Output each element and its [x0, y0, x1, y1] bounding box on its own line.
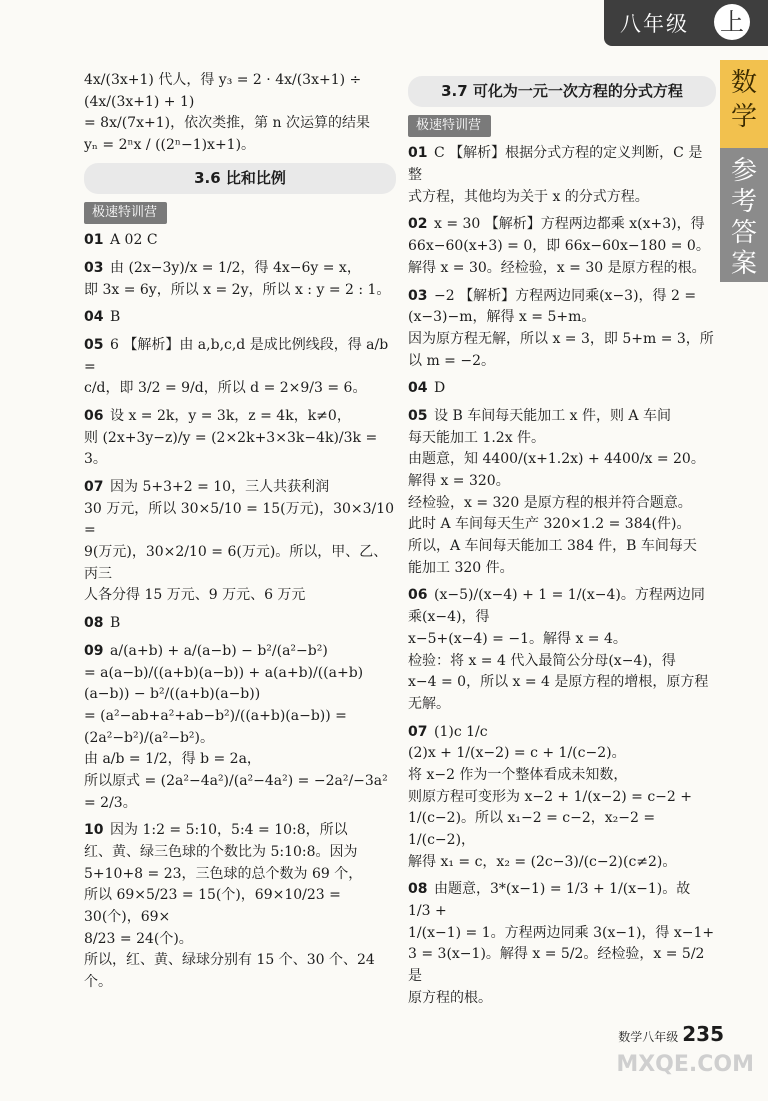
item-text: 将 x−2 作为一个整体看成未知数， — [408, 766, 628, 783]
item-text: (x−3)−m，解得 x = 5+m。 — [408, 309, 596, 326]
training-banner: 极速特训营 — [84, 202, 167, 224]
item-text: 人各分得 15 万元、9 万元、6 万元 — [84, 587, 306, 604]
grade-label: 八年级 — [620, 12, 689, 36]
item-number: 08 — [408, 881, 428, 898]
answer-item — [84, 307, 396, 329]
answers-tab — [720, 148, 768, 282]
item-number: 05 — [84, 336, 104, 353]
answer-item — [84, 820, 396, 994]
answer-item — [84, 258, 396, 301]
item-text: 由 a/b = 1/2，得 b = 2a， — [84, 751, 261, 768]
item-number: 01 — [84, 232, 104, 249]
item-text: 解得 x = 30。经检验，x = 30 是原方程的根。 — [408, 259, 706, 276]
item-text: 经检验，x = 320 是原方程的根并符合题意。 — [408, 494, 692, 511]
item-text: 由 (2x−3y)/x = 1/2，得 4x−6y = x， — [110, 259, 361, 276]
item-text: c/d，即 3/2 = 9/d，所以 d = 2×9/3 = 6。 — [84, 380, 367, 397]
item-text: 8/23 = 24(个)。 — [84, 930, 193, 947]
item-text: 所以，A 车间每天能加工 384 件，B 车间每天 — [408, 538, 697, 555]
answer-item — [84, 406, 396, 471]
item-text: (2)x + 1/(x−2) = c + 1/(c−2)。 — [408, 745, 626, 762]
intro-line: = 8x/(7x+1)，依次类推，第 n 次运算的结果 — [84, 115, 370, 132]
item-number: 10 — [84, 822, 104, 839]
item-text: 则 (2x+3y−z)/y = (2×2k+3×3k−4k)/3k = 3。 — [84, 429, 378, 468]
item-text: B — [110, 309, 121, 326]
answer-item — [84, 230, 396, 252]
grade-tab — [604, 0, 768, 46]
item-number: 07 — [408, 723, 428, 740]
item-number: 03 — [408, 287, 428, 304]
item-text: 此时 A 车间每天生产 320×1.2 = 384(件)。 — [408, 516, 691, 533]
item-text: −2 【解析】方程两边同乘(x−3)，得 2 = — [434, 287, 697, 304]
item-text: 设 B 车间每天能加工 x 件，则 A 车间 — [434, 407, 671, 424]
answer-item — [84, 641, 396, 815]
item-number: 02 — [408, 216, 428, 233]
item-text: 所以 69×5/23 = 15(个)，69×10/23 = 30(个)，69× — [84, 887, 341, 926]
answer-item — [408, 722, 716, 874]
page-number: 235 — [682, 1022, 724, 1046]
item-text: x = 30 【解析】方程两边都乘 x(x+3)，得 — [434, 216, 705, 233]
item-text: 解得 x₁ = c，x₂ = (2c−3)/(c−2)(c≠2)。 — [408, 853, 677, 870]
answer-item — [84, 477, 396, 607]
item-text: 每天能加工 1.2x 件。 — [408, 429, 546, 446]
item-text: 因为 5+3+2 = 10，三人共获利润 — [110, 479, 330, 496]
item-text: x−4 = 0，所以 x = 4 是原方程的增根，原方程 — [408, 674, 709, 691]
item-text: 无解。 — [408, 695, 450, 712]
intro-line: 4x/(3x+1) 代人，得 y₃ = 2 · 4x/(3x+1) ÷ (4x/(3x+1) + 1) — [84, 72, 362, 110]
item-text: 9(万元)，30×2/10 = 6(万元)。所以，甲、乙、丙三 — [84, 544, 388, 582]
item-text: = a(a−b)/((a+b)(a−b)) + a(a+b)/((a+b)(a−b)) − b²/((a+b)(a−b)) — [84, 664, 364, 703]
item-text: 因为 1:2 = 5:10，5:4 = 10:8，所以 — [110, 822, 348, 839]
answer-item — [408, 214, 716, 279]
item-text: 6 【解析】由 a,b,c,d 是成比例线段，得 a/b = — [84, 336, 389, 375]
item-text: 5+10+8 = 23，三色球的总个数为 69 个， — [84, 865, 363, 882]
item-number: 03 — [84, 259, 104, 276]
item-text: 以 m = −2。 — [408, 352, 495, 369]
answer-item — [408, 143, 716, 208]
item-text: x−5+(x−4) = −1。解得 x = 4。 — [408, 630, 627, 647]
item-text: 由题意，知 4400/(x+1.2x) + 4400/x = 20。 — [408, 451, 705, 468]
item-text: = (a²−ab+a²+ab−b²)/((a+b)(a−b)) = (2a²−b²)/(a²−b²)。 — [84, 707, 347, 746]
item-text: 1/(c−2)。所以 x₁−2 = c−2，x₂−2 = 1/(c−2)， — [408, 810, 656, 849]
item-text: 由题意，3*(x−1) = 1/3 + 1/(x−1)。故 1/3 + — [408, 881, 691, 920]
answer-item — [408, 286, 716, 373]
answer-item — [408, 406, 716, 580]
page-footer — [618, 1022, 724, 1046]
answer-item — [84, 613, 396, 635]
item-text: 能加工 320 件。 — [408, 559, 514, 576]
section-title: 3.6 比和比例 — [84, 163, 396, 194]
item-text: a/(a+b) + a/(a−b) − b²/(a²−b²) — [110, 642, 328, 659]
item-text: 所以，红、黄、绿球分别有 15 个、30 个、24 个。 — [84, 952, 375, 991]
item-text: (x−5)/(x−4) + 1 = 1/(x−4)。方程两边同乘(x−4)，得 — [408, 587, 705, 626]
answers-label: 参考答案 — [730, 156, 757, 279]
item-text: 1/(x−1) = 1。方程两边同乘 3(x−1)，得 x−1+ — [408, 924, 715, 941]
item-number: 06 — [84, 407, 104, 424]
item-number: 08 — [84, 615, 104, 632]
item-number: 09 — [84, 642, 104, 659]
item-number: 04 — [408, 380, 428, 397]
item-text: 因为原方程无解，所以 x = 3，即 5+m = 3，所 — [408, 330, 714, 347]
item-text: 30 万元，所以 30×5/10 = 15(万元)，30×3/10 = — [84, 500, 395, 539]
item-text: 原方程的根。 — [408, 989, 492, 1006]
watermark: MXQE.COM — [616, 1052, 754, 1077]
item-text: 即 3x = 6y，所以 x = 2y，所以 x : y = 2 : 1。 — [84, 281, 391, 298]
item-text: A 02 C — [110, 232, 158, 249]
answer-item — [84, 335, 396, 400]
item-number: 06 — [408, 587, 428, 604]
left-column — [84, 70, 396, 1000]
answer-item — [408, 879, 716, 1009]
item-text: D — [434, 380, 446, 397]
answer-list — [84, 230, 396, 994]
answer-item — [408, 378, 716, 400]
training-banner: 极速特训营 — [408, 115, 491, 137]
item-number: 04 — [84, 309, 104, 326]
intro-line: yₙ = 2ⁿx / ((2ⁿ−1)x+1)。 — [84, 137, 256, 154]
item-text: 66x−60(x+3) = 0，即 66x−60x−180 = 0。 — [408, 238, 710, 255]
footer-label: 数学八年级 — [618, 1030, 679, 1044]
section-title: 3.7 可化为一元一次方程的分式方程 — [408, 76, 716, 107]
item-text: 设 x = 2k，y = 3k，z = 4k，k≠0， — [110, 407, 351, 424]
item-number: 01 — [408, 145, 428, 162]
item-text: 则原方程可变形为 x−2 + 1/(x−2) = c−2 + — [408, 788, 692, 805]
item-text: 3 = 3(x−1)。解得 x = 5/2。经检验，x = 5/2 是 — [408, 946, 705, 985]
answer-item — [408, 585, 716, 715]
item-text: 检验：将 x = 4 代入最简公分母(x−4)，得 — [408, 652, 676, 669]
item-text: B — [110, 615, 121, 632]
item-text: C 【解析】根据分式方程的定义判断，C 是整 — [408, 145, 703, 184]
subject-tab — [720, 60, 768, 148]
item-text: (1)c 1/c — [434, 723, 488, 740]
item-text: 解得 x = 320。 — [408, 473, 510, 490]
item-number: 07 — [84, 479, 104, 496]
term-badge: 上 — [714, 4, 750, 40]
item-number: 05 — [408, 407, 428, 424]
right-column — [408, 70, 716, 1016]
answer-list — [408, 143, 716, 1009]
item-text: 式方程，其他均为关于 x 的分式方程。 — [408, 188, 649, 205]
item-text: 红、黄、绿三色球的个数比为 5:10:8。因为 — [84, 844, 358, 861]
item-text: 所以原式 = (2a²−4a²)/(a²−4a²) = −2a²/−3a² = 2/3。 — [84, 772, 388, 811]
subject-label: 数学 — [730, 68, 757, 132]
